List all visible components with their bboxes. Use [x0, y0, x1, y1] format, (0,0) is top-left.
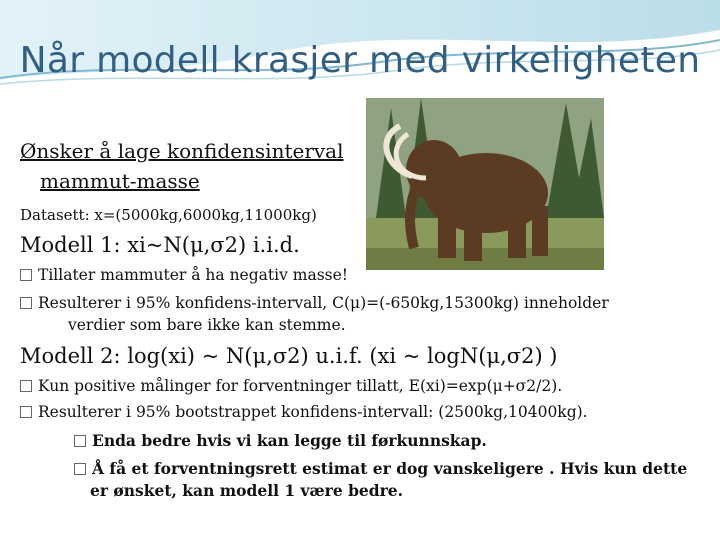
mammoth-photo — [366, 98, 604, 270]
model2-bullet-1: Kun positive målinger for forventninger tillatt, E(xi)=exp(μ+σ2/2). — [20, 377, 562, 395]
slide-title: Når modell krasjer med virkeligheten — [19, 40, 701, 81]
bullet-box-icon — [20, 297, 32, 309]
heading-line-1: Ønsker å lage konfidensinterval — [20, 139, 344, 163]
model1-bullet-2: Resulterer i 95% konfidens-intervall, C(μ)=(-650kg,15300kg) inneholder — [20, 294, 609, 312]
bullet-box-icon — [20, 269, 32, 281]
bullet-box-icon — [74, 435, 86, 447]
model1-heading: Modell 1: xi~N(μ,σ2) i.i.d. — [20, 233, 300, 257]
model1-bullet-2-cont: verdier som bare ikke kan stemme. — [68, 316, 346, 334]
model2-bullet-2: Resulterer i 95% bootstrappet konfidens-intervall: (2500kg,10400kg). — [20, 403, 588, 421]
model2-heading: Modell 2: log(xi) ~ N(μ,σ2) u.i.f. (xi ~ logN(μ,σ2) ) — [20, 344, 558, 368]
sub-bullet-1: Enda bedre hvis vi kan legge til førkunnskap. — [74, 431, 487, 450]
heading-line-2: mammut-masse — [40, 169, 200, 193]
sub-bullet-2-cont: er ønsket, kan modell 1 være bedre. — [90, 481, 404, 500]
bullet-box-icon — [20, 406, 32, 418]
dataset-text: Datasett: x=(5000kg,6000kg,11000kg) — [20, 206, 317, 224]
bullet-box-icon — [74, 463, 86, 475]
sub-bullet-2: Å få et forventningsrett estimat er dog vanskeligere . Hvis kun dette — [74, 459, 687, 478]
model1-bullet-1: Tillater mammuter å ha negativ masse! — [20, 266, 348, 284]
bullet-box-icon — [20, 380, 32, 392]
